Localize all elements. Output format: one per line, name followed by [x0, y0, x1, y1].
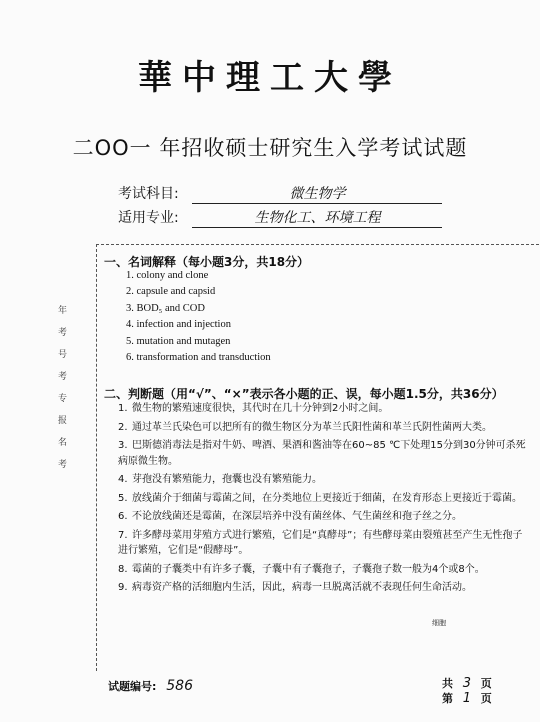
- judgement-item: [118, 401, 528, 417]
- item-text: 通过革兰氏染色可以把所有的微生物区分为革兰氏阳性菌和革兰氏阴性菌两大类。: [132, 421, 492, 433]
- item-text: 不论放线菌还是霉菌，在深层培养中没有菌丝体、气生菌丝和孢子丝之分。: [132, 511, 462, 522]
- judgement-item: [118, 562, 528, 578]
- section1-title: 一、名词解释（每小题3分，共18分）: [104, 255, 310, 269]
- item-text: 微生物的繁殖速度很快，其代时在几十分钟到2小时之间。: [132, 403, 389, 414]
- margin-note: 细胞: [432, 619, 446, 627]
- section1-terms: [126, 268, 271, 366]
- section2-items: [118, 401, 528, 599]
- exam-code: [108, 678, 193, 694]
- item-number: 4.: [118, 474, 128, 485]
- term-item: 3. BOD₅ and COD: [126, 302, 205, 314]
- side-seal-text: 年考号考专报名考: [58, 306, 68, 470]
- total-pages: [442, 676, 492, 691]
- term-item: 5. mutation and mutagen: [126, 335, 231, 347]
- judgement-item: [118, 420, 528, 436]
- current-page-value: 1: [462, 691, 471, 706]
- judgement-item: [118, 528, 528, 559]
- subject-field: [118, 183, 442, 204]
- judgement-item: [118, 438, 528, 469]
- total-pages-unit: 页: [480, 677, 492, 690]
- judgement-item: [118, 580, 528, 596]
- major-label: 适用专业:: [118, 210, 179, 226]
- exam-code-value: 586: [166, 678, 193, 694]
- item-text: 病毒资产格的活细胞内生活，因此，病毒一旦脱离活就不表现任何生命活动。: [132, 582, 472, 593]
- term-item: 1. colony and clone: [126, 270, 209, 281]
- item-number: 2.: [118, 421, 128, 433]
- item-number: 6.: [118, 511, 128, 522]
- term-item: 4. infection and injection: [126, 319, 231, 331]
- exam-code-label: 试题编号:: [108, 680, 157, 693]
- current-page-unit: 页: [480, 692, 492, 705]
- total-pages-value: 3: [462, 676, 471, 691]
- item-text: 芽孢没有繁殖能力，孢囊也没有繁殖能力。: [132, 474, 322, 485]
- item-number: 1.: [118, 403, 128, 414]
- judgement-item: [118, 509, 528, 525]
- item-number: 9.: [118, 582, 128, 593]
- current-page: [442, 691, 492, 706]
- item-text: 霉菌的子囊类中有许多子囊，子囊中有子囊孢子，子囊孢子数一般为4个或8个。: [132, 563, 485, 575]
- term-item: 2. capsule and capsid: [126, 286, 216, 298]
- major-value: 生物化工、环境工程: [192, 207, 442, 228]
- item-number: 8.: [118, 563, 128, 575]
- item-number: 5.: [118, 492, 128, 504]
- exam-title: 二OO一 年招收硕士研究生入学考试试题: [72, 136, 468, 160]
- university-name: 華中理工大學: [138, 58, 402, 98]
- subject-value: 微生物学: [192, 183, 442, 204]
- item-text: 放线菌介于细菌与霉菌之间，在分类地位上更接近于细菌，在发育形态上更接近于霉菌。: [132, 492, 522, 504]
- section2-title: 二、判断题（用“√”、“×”表示各小题的正、误，每小题1.5分，共36分）: [104, 387, 504, 401]
- item-number: 7.: [118, 529, 128, 541]
- major-field: [118, 207, 442, 228]
- page-info: [442, 676, 492, 706]
- current-page-label: 第: [442, 692, 453, 705]
- item-text: 巴斯德消毒法是指对牛奶、啤酒、果酒和酱油等在60~85 ℃下处理15分到30分钟可杀死病原微生物。: [118, 440, 526, 467]
- subject-label: 考试科目:: [118, 186, 179, 202]
- term-item: 6. transformation and transduction: [126, 352, 271, 364]
- judgement-item: [118, 491, 528, 507]
- judgement-item: [118, 472, 528, 488]
- total-pages-label: 共: [442, 677, 453, 690]
- item-number: 3.: [118, 440, 128, 451]
- item-text: 许多酵母菜用芽殖方式进行繁殖，它们是“真酵母”；有些酵母菜由裂殖甚至产生无性孢子进行繁殖，它们是“假酵母”。: [118, 529, 523, 556]
